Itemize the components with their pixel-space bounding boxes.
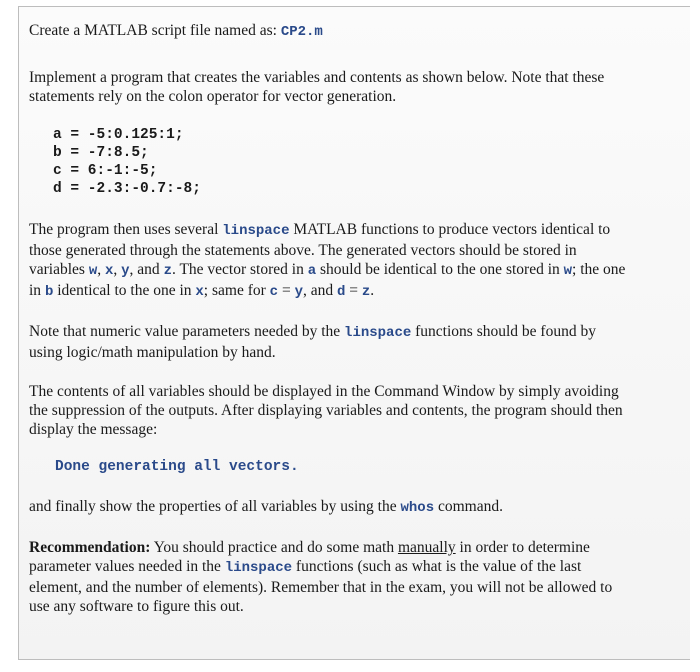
paragraph-whos [29, 497, 680, 518]
para3-text: functions should be found by [411, 323, 596, 340]
var-b: b [44, 284, 54, 300]
var-x: x [195, 284, 204, 300]
var-w: w [563, 263, 573, 279]
para2-text: should be identical to the one stored in [316, 261, 564, 278]
recommendation-text: functions (such as what is the value of the last [292, 558, 582, 575]
para4-text: display the message: [29, 421, 158, 438]
code-line-a: a = -5:0.125:1; [53, 127, 184, 143]
var-z: z [163, 263, 172, 279]
para2-text: ; same for [203, 282, 270, 299]
intro-lead: Create a MATLAB script file named as: [29, 22, 281, 39]
paragraph-recommendation [29, 538, 680, 616]
linspace-keyword: linspace [344, 325, 412, 341]
para5-text: and finally show the properties of all variables by using the [29, 498, 401, 515]
para2-text: . The vector stored in [171, 261, 308, 278]
para2-text: = [278, 282, 295, 299]
para1-line2: statements rely on the colon operator for vector generation. [29, 88, 397, 105]
whos-keyword: whos [400, 500, 435, 516]
code-line-c: c = 6:-1:-5; [53, 163, 158, 179]
recommendation-text: element, and the number of elements). Remember that in the exam, you will not be allowed to [29, 579, 613, 596]
paragraph-note [29, 322, 680, 362]
para4-text: the suppression of the outputs. After displaying variables and contents, the program should then [29, 402, 623, 419]
recommendation-text: You should practice and do some math [150, 539, 398, 556]
para2-text: . [370, 282, 375, 299]
para2-text: , and [302, 282, 337, 299]
para2-text: those generated through the statements above. The generated vectors should be stored in [29, 242, 577, 259]
var-y: y [294, 284, 303, 300]
var-a: a [307, 263, 317, 279]
paragraph-linspace [29, 220, 680, 302]
linspace-keyword: linspace [222, 223, 290, 239]
document-page [18, 6, 690, 660]
para2-text: , and [129, 261, 164, 278]
para2-text: ; the one [572, 261, 626, 278]
paragraph-implement [29, 68, 680, 106]
para2-text: in [29, 282, 45, 299]
var-x: x [104, 263, 114, 279]
para2-text: = [345, 282, 362, 299]
para2-text: The program then uses several [29, 221, 223, 238]
recommendation-label: Recommendation: [29, 539, 151, 556]
var-d: d [336, 284, 346, 300]
paragraph-display [29, 382, 680, 439]
code-line-d: d = -2.3:-0.7:-8; [53, 181, 201, 197]
var-y: y [121, 263, 130, 279]
para2-text: variables [29, 261, 89, 278]
para3-text: Note that numeric value parameters needed by the [29, 323, 345, 340]
done-message: Done generating all vectors. [55, 459, 299, 475]
recommendation-text: parameter values needed in the [29, 558, 225, 575]
para4-text: The contents of all variables should be displayed in the Command Window by simply avoiding [29, 383, 619, 400]
intro-line [29, 21, 680, 42]
recommendation-text: in order to determine [455, 539, 590, 556]
para5-text: command. [434, 498, 503, 515]
var-z: z [361, 284, 371, 300]
var-w: w [88, 263, 98, 279]
code-line-b: b = -7:8.5; [53, 145, 149, 161]
recommendation-text: use any software to figure this out. [29, 598, 244, 615]
linspace-keyword: linspace [224, 560, 293, 576]
para2-text: , [97, 261, 105, 278]
manually-underlined: manually [397, 539, 456, 556]
para2-text: , [113, 261, 122, 278]
code-block [53, 126, 680, 198]
para2-text: identical to the one in [53, 282, 196, 299]
para3-text: using logic/math manipulation by hand. [29, 344, 276, 361]
para1-line1: Implement a program that creates the variables and contents as shown below. Note that these [29, 69, 605, 86]
var-c: c [269, 284, 279, 300]
para2-text: MATLAB functions to produce vectors identical to [289, 221, 611, 238]
script-filename: CP2.m [280, 24, 323, 40]
